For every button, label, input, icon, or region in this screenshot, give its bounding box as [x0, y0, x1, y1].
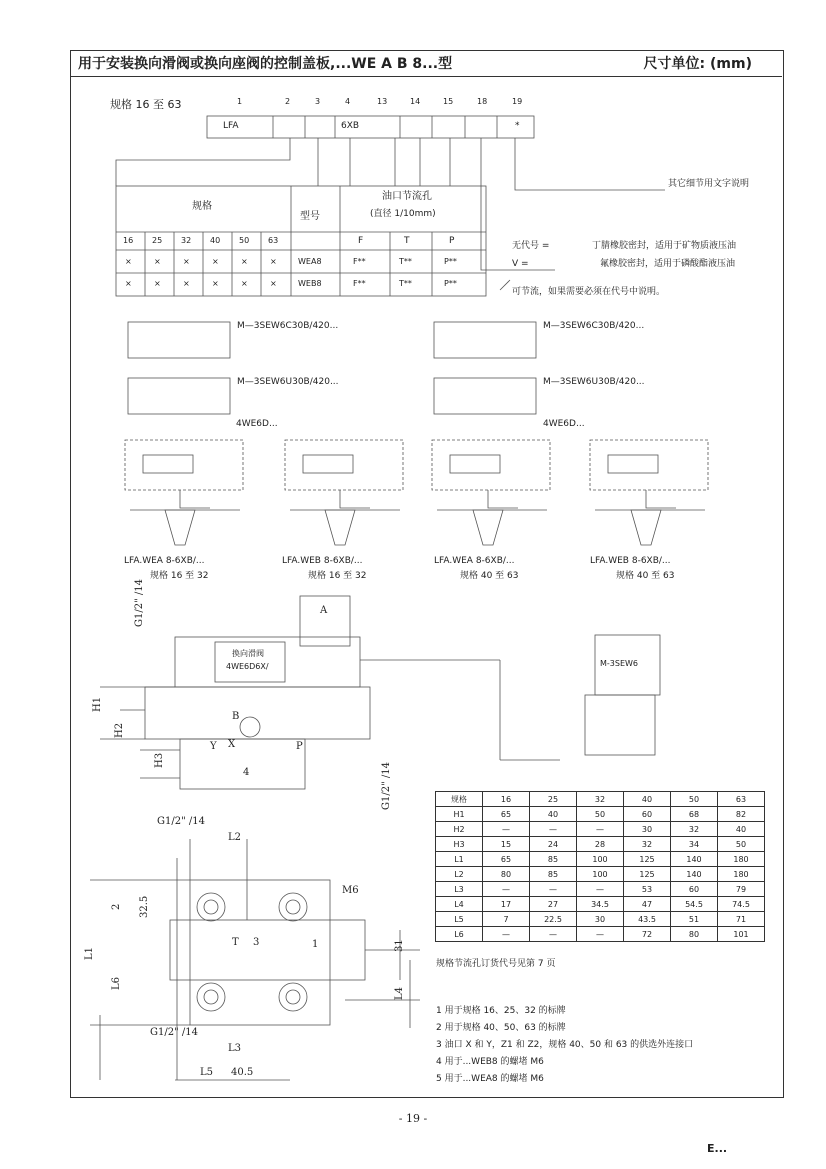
- table-cell: —: [530, 927, 577, 942]
- size-cross-mark: ×: [154, 257, 161, 266]
- table-cell: H3: [436, 837, 483, 852]
- orifice-header: 油口节流孔: [382, 191, 432, 202]
- web8-p: P**: [444, 279, 457, 288]
- table-cell: 7: [483, 912, 530, 927]
- table-cell: 82: [718, 807, 765, 822]
- table-cell: 85: [530, 852, 577, 867]
- order-position-15: 15: [443, 97, 454, 106]
- thread-left: G1/2" /14: [134, 579, 145, 627]
- page-number: - 19 -: [398, 1112, 428, 1125]
- wea8-t: T**: [399, 257, 412, 266]
- dimension-label-t: T: [232, 937, 239, 948]
- table-cell: 50: [577, 807, 624, 822]
- table-row: [436, 852, 765, 867]
- size-cross-mark: ×: [270, 279, 277, 288]
- table-cell: 30: [577, 912, 624, 927]
- orifice-subheader: (直径 1/10mm): [370, 209, 436, 219]
- valve1-code-right: M—3SEW6C30B/420...: [543, 321, 645, 331]
- dimension-label-b: B: [232, 711, 240, 722]
- table-cell: 53: [624, 882, 671, 897]
- table-cell: H1: [436, 807, 483, 822]
- dimension-label-l3: L3: [228, 1043, 242, 1054]
- caption-2-range: 规格 16 至 32: [308, 571, 367, 581]
- table-row: [436, 882, 765, 897]
- unit-label: 尺寸单位: (mm): [643, 56, 752, 72]
- size-cross-mark: ×: [125, 257, 132, 266]
- web8-t: T**: [399, 279, 412, 288]
- footnotes: [436, 1003, 693, 1088]
- caption-3-range: 规格 40 至 63: [460, 571, 519, 581]
- order-code-box: 6XB: [341, 121, 360, 131]
- seal-v-desc: 氟橡胶密封，适用于磷酸酯液压油: [600, 259, 736, 269]
- seal-none-code: 无代号 =: [512, 241, 550, 251]
- order-position-13: 13: [377, 97, 388, 106]
- dimension-label-a: A: [320, 605, 328, 616]
- size-header: 规格: [192, 201, 212, 212]
- table-cell: —: [577, 882, 624, 897]
- thread-bottom: G1/2" /14: [150, 1027, 198, 1038]
- table-row: [436, 822, 765, 837]
- dimension-label-h1: H1: [92, 696, 103, 712]
- table-cell: 180: [718, 852, 765, 867]
- footnote-item: 4 用于...WEB8 的螺堵 M6: [436, 1057, 544, 1067]
- table-cell: 15: [483, 837, 530, 852]
- dimension-label-l2: L2: [228, 832, 242, 843]
- size-40: 40: [210, 236, 221, 245]
- seal-none-desc: 丁腈橡胶密封，适用于矿物质液压油: [592, 241, 737, 251]
- table-cell: 32: [671, 822, 718, 837]
- table-cell: 27: [530, 897, 577, 912]
- footnote-item: 1 用于规格 16、25、32 的标牌: [436, 1006, 566, 1016]
- order-position-18: 18: [477, 97, 488, 106]
- table-row: [436, 927, 765, 942]
- table-cell: 100: [577, 867, 624, 882]
- size-cross-mark: ×: [212, 279, 219, 288]
- table-row: [436, 897, 765, 912]
- table-cell: —: [530, 822, 577, 837]
- order-position-1: 1: [237, 97, 243, 106]
- type-web8: WEB8: [298, 279, 322, 288]
- table-cell: —: [483, 927, 530, 942]
- size-50: 50: [239, 236, 250, 245]
- dimension-label-l6: L6: [111, 976, 122, 990]
- dimension-label-m6: M6: [342, 885, 359, 896]
- table-cell: 65: [483, 807, 530, 822]
- table-cell: 85: [530, 867, 577, 882]
- size-32: 32: [181, 236, 192, 245]
- size-cross-mark: ×: [183, 279, 190, 288]
- dimension-label-325: 32.5: [139, 895, 150, 918]
- table-cell: 125: [624, 867, 671, 882]
- thread-right: G1/2" /14: [381, 762, 392, 810]
- web8-f: F**: [353, 279, 366, 288]
- size-cross-mark: ×: [270, 257, 277, 266]
- table-cell: 32: [624, 837, 671, 852]
- table-cell: 125: [624, 852, 671, 867]
- order-position-14: 14: [410, 97, 421, 106]
- table-cell: 40: [530, 807, 577, 822]
- table-cell: 74.5: [718, 897, 765, 912]
- table-cell: L1: [436, 852, 483, 867]
- table-cell: L5: [436, 912, 483, 927]
- table-cell: —: [577, 822, 624, 837]
- table-cell: 25: [530, 792, 577, 807]
- table-cell: 72: [624, 927, 671, 942]
- dimension-label-l5: L5: [200, 1067, 214, 1078]
- table-cell: 16: [483, 792, 530, 807]
- order-code-box: *: [515, 121, 520, 131]
- table-cell: —: [483, 882, 530, 897]
- table-cell: 50: [671, 792, 718, 807]
- valve2-code-left: M—3SEW6U30B/420...: [237, 377, 339, 387]
- seal-v-code: V =: [512, 259, 529, 269]
- size-63: 63: [268, 236, 279, 245]
- table-cell: 规格: [436, 792, 483, 807]
- table-cell: 100: [577, 852, 624, 867]
- wea8-f: F**: [353, 257, 366, 266]
- dimension-label-1: 1: [312, 939, 319, 950]
- table-cell: 34.5: [577, 897, 624, 912]
- table-cell: 140: [671, 867, 718, 882]
- caption-1-code: LFA.WEA 8-6XB/...: [124, 556, 205, 566]
- order-code-box: LFA: [223, 121, 239, 131]
- dimension-label-y: Y: [210, 741, 217, 752]
- size-cross-mark: ×: [241, 257, 248, 266]
- table-row: [436, 867, 765, 882]
- table-cell: 40: [718, 822, 765, 837]
- dimension-label-405: 40.5: [231, 1067, 254, 1078]
- table-cell: L6: [436, 927, 483, 942]
- table-cell: 68: [671, 807, 718, 822]
- table-cell: 79: [718, 882, 765, 897]
- size-cross-mark: ×: [212, 257, 219, 266]
- valve1-code-left: M—3SEW6C30B/420...: [237, 321, 339, 331]
- order-position-19: 19: [512, 97, 523, 106]
- other-details-label: 其它细节用文字说明: [668, 179, 750, 189]
- table-cell: 101: [718, 927, 765, 942]
- order-position-4: 4: [345, 97, 351, 106]
- dimension-label-l4: L4: [394, 986, 405, 1000]
- alt-valve-label: M-3SEW6: [600, 659, 639, 668]
- port-p: P: [449, 236, 455, 246]
- table-cell: 65: [483, 852, 530, 867]
- table-cell: 80: [483, 867, 530, 882]
- table-cell: 51: [671, 912, 718, 927]
- table-cell: 47: [624, 897, 671, 912]
- table-row: [436, 912, 765, 927]
- dimension-label-x: X: [228, 739, 236, 750]
- table-cell: 140: [671, 852, 718, 867]
- dimension-table-note: 规格节流孔订货代号见第 7 页: [436, 959, 556, 969]
- size-cross-mark: ×: [183, 257, 190, 266]
- port-f: F: [358, 236, 364, 246]
- order-range-label: 规格 16 至 63: [110, 98, 182, 111]
- table-cell: —: [530, 882, 577, 897]
- footnote-item: 2 用于规格 40、50、63 的标牌: [436, 1023, 566, 1033]
- table-cell: 24: [530, 837, 577, 852]
- table-cell: 60: [671, 882, 718, 897]
- table-cell: 180: [718, 867, 765, 882]
- table-cell: 28: [577, 837, 624, 852]
- table-row: [436, 807, 765, 822]
- table-cell: —: [577, 927, 624, 942]
- table-cell: L3: [436, 882, 483, 897]
- dimension-label-h3: H3: [154, 752, 165, 768]
- size-cross-mark: ×: [154, 279, 161, 288]
- thread-top: G1/2" /14: [157, 816, 205, 827]
- table-cell: 40: [624, 792, 671, 807]
- footnote-item: 3 油口 X 和 Y，Z1 和 Z2，规格 40、50 和 63 的供选外连接口: [436, 1040, 694, 1050]
- footnote-item: 5 用于...WEA8 的螺堵 M6: [436, 1074, 544, 1084]
- table-cell: 80: [671, 927, 718, 942]
- table-cell: 30: [624, 822, 671, 837]
- type-wea8: WEA8: [298, 257, 322, 266]
- table-cell: 54.5: [671, 897, 718, 912]
- port-t: T: [404, 236, 410, 246]
- table-cell: —: [483, 822, 530, 837]
- size-16: 16: [123, 236, 134, 245]
- table-cell: H2: [436, 822, 483, 837]
- dimension-label-4: 4: [243, 767, 250, 778]
- valve2-code-right: M—3SEW6U30B/420...: [543, 377, 645, 387]
- throttle-note: 可节流，如果需要必须在代号中说明。: [512, 287, 666, 297]
- pilot-code-left: 4WE6D...: [236, 419, 278, 429]
- size-cross-mark: ×: [125, 279, 132, 288]
- caption-2-code: LFA.WEB 8-6XB/...: [282, 556, 363, 566]
- valve-label: 换向滑阀: [232, 649, 264, 658]
- order-position-3: 3: [315, 97, 321, 106]
- valve-code: 4WE6D6X/: [226, 662, 269, 671]
- table-cell: 60: [624, 807, 671, 822]
- page-title: 用于安装换向滑阀或换向座阀的控制盖板,...WE A B 8...型: [78, 56, 453, 72]
- table-cell: 32: [577, 792, 624, 807]
- dimension-label-h2: H2: [114, 722, 125, 738]
- table-cell: 17: [483, 897, 530, 912]
- dimension-label-l1: L1: [84, 946, 95, 960]
- table-cell: 22.5: [530, 912, 577, 927]
- table-cell: 43.5: [624, 912, 671, 927]
- table-cell: 63: [718, 792, 765, 807]
- caption-3-code: LFA.WEA 8-6XB/...: [434, 556, 515, 566]
- pilot-code-right: 4WE6D...: [543, 419, 585, 429]
- table-cell: 50: [718, 837, 765, 852]
- caption-4-code: LFA.WEB 8-6XB/...: [590, 556, 671, 566]
- table-cell: 71: [718, 912, 765, 927]
- table-row: [436, 837, 765, 852]
- table-cell: 34: [671, 837, 718, 852]
- caption-4-range: 规格 40 至 63: [616, 571, 675, 581]
- dimension-label-3: 3: [253, 937, 260, 948]
- dimension-label-31: 31: [394, 939, 405, 952]
- order-position-2: 2: [285, 97, 291, 106]
- size-cross-mark: ×: [241, 279, 248, 288]
- caption-1-range: 规格 16 至 32: [150, 571, 209, 581]
- dimension-label-p: P: [296, 741, 303, 752]
- dimension-table-header: [436, 792, 765, 807]
- corner-mark: E...: [707, 1142, 728, 1155]
- wea8-p: P**: [444, 257, 457, 266]
- dimension-table: [435, 791, 765, 942]
- table-cell: L4: [436, 897, 483, 912]
- table-cell: L2: [436, 867, 483, 882]
- size-25: 25: [152, 236, 163, 245]
- type-header: 型号: [300, 211, 320, 222]
- dimension-label-2: 2: [111, 903, 122, 910]
